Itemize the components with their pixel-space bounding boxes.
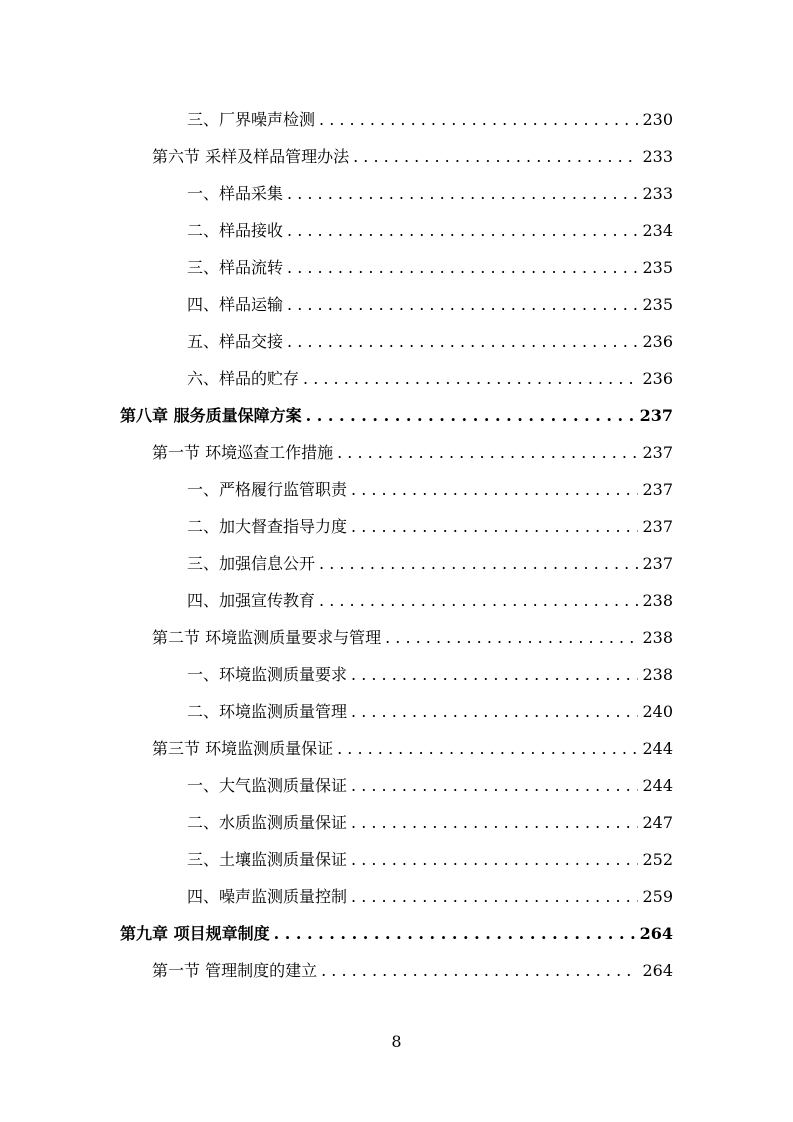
toc-entry-page: 240 bbox=[642, 701, 673, 721]
toc-entry-page: 259 bbox=[642, 886, 673, 906]
toc-entry[interactable] bbox=[152, 138, 673, 175]
toc-leader-dots bbox=[287, 332, 638, 352]
toc-leader-dots bbox=[287, 184, 638, 204]
toc-entry-label: 一、严格履行监管职责 bbox=[187, 479, 348, 499]
toc-entry-page: 264 bbox=[642, 960, 673, 980]
toc-entry-label: 四、噪声监测质量控制 bbox=[187, 886, 348, 906]
toc-entry[interactable] bbox=[187, 656, 673, 693]
toc-leader-dots bbox=[287, 295, 638, 315]
toc-entry-label: 二、样品接收 bbox=[187, 220, 284, 240]
toc-entry-label: 五、样品交接 bbox=[187, 331, 284, 351]
toc-leader-dots bbox=[321, 961, 638, 981]
toc-entry-label: 第一节 环境巡查工作措施 bbox=[152, 442, 334, 462]
toc-entry-page: 230 bbox=[642, 109, 673, 129]
toc-entry-label: 第九章 项目规章制度 bbox=[120, 923, 270, 943]
toc-entry-label: 第六节 采样及样品管理办法 bbox=[152, 146, 350, 166]
toc-entry-page: 238 bbox=[642, 590, 673, 610]
toc-leader-dots bbox=[319, 591, 638, 611]
toc-entry[interactable] bbox=[187, 767, 673, 804]
toc-entry[interactable] bbox=[152, 730, 673, 767]
toc-entry-label: 六、样品的贮存 bbox=[187, 368, 300, 388]
toc-entry-label: 四、加强宣传教育 bbox=[187, 590, 316, 610]
toc-entry[interactable] bbox=[187, 101, 673, 138]
toc-entry[interactable] bbox=[152, 434, 673, 471]
toc-entry[interactable] bbox=[187, 508, 673, 545]
toc-leader-dots bbox=[351, 517, 638, 537]
toc-entry[interactable] bbox=[187, 471, 673, 508]
toc-entry-page: 264 bbox=[639, 923, 673, 943]
toc-leader-dots bbox=[274, 924, 636, 944]
toc-leader-dots bbox=[319, 554, 638, 574]
toc-entry-label: 三、样品流转 bbox=[187, 257, 284, 277]
toc-entry-page: 244 bbox=[642, 738, 673, 758]
toc-entry-label: 一、大气监测质量保证 bbox=[187, 775, 348, 795]
toc-entry[interactable] bbox=[187, 545, 673, 582]
toc-entry-page: 235 bbox=[642, 257, 673, 277]
toc-leader-dots bbox=[385, 628, 638, 648]
toc-leader-dots bbox=[351, 776, 638, 796]
toc-entry-label: 一、环境监测质量要求 bbox=[187, 664, 348, 684]
toc-entry-page: 233 bbox=[642, 183, 673, 203]
toc-entry-page: 237 bbox=[639, 405, 673, 425]
toc-entry-label: 三、加强信息公开 bbox=[187, 553, 316, 573]
toc-leader-dots bbox=[337, 739, 638, 759]
toc-leader-dots bbox=[337, 443, 638, 463]
toc-leader-dots bbox=[303, 369, 638, 389]
toc-entry-label: 第八章 服务质量保障方案 bbox=[120, 405, 302, 425]
toc-entry[interactable] bbox=[152, 619, 673, 656]
toc-leader-dots bbox=[351, 813, 638, 833]
page-number: 8 bbox=[391, 1032, 402, 1051]
toc-entry-page: 237 bbox=[642, 479, 673, 499]
toc-leader-dots bbox=[351, 702, 638, 722]
toc-entry[interactable] bbox=[187, 249, 673, 286]
toc-entry-page: 234 bbox=[642, 220, 673, 240]
toc-entry[interactable] bbox=[187, 693, 673, 730]
toc-leader-dots bbox=[353, 147, 638, 167]
toc-entry[interactable] bbox=[152, 952, 673, 989]
toc-leader-dots bbox=[351, 887, 638, 907]
toc-entry-page: 252 bbox=[642, 849, 673, 869]
toc-entry-label: 四、样品运输 bbox=[187, 294, 284, 314]
toc-leader-dots bbox=[287, 258, 638, 278]
toc-entry-label: 三、土壤监测质量保证 bbox=[187, 849, 348, 869]
toc-entry[interactable] bbox=[187, 582, 673, 619]
toc-entry-page: 244 bbox=[642, 775, 673, 795]
toc-entry[interactable] bbox=[187, 878, 673, 915]
toc-entry[interactable] bbox=[187, 212, 673, 249]
toc-entry[interactable] bbox=[187, 323, 673, 360]
toc-entry-page: 247 bbox=[642, 812, 673, 832]
toc-entry[interactable] bbox=[187, 804, 673, 841]
toc-leader-dots bbox=[351, 850, 638, 870]
toc-entry-page: 233 bbox=[642, 146, 673, 166]
toc-entry-label: 三、厂界噪声检测 bbox=[187, 109, 316, 129]
toc-entry-label: 第三节 环境监测质量保证 bbox=[152, 738, 334, 758]
toc-chapter-entry[interactable] bbox=[120, 397, 673, 434]
toc-entry-page: 236 bbox=[642, 331, 673, 351]
toc-entry-label: 第二节 环境监测质量要求与管理 bbox=[152, 627, 382, 647]
toc-entry[interactable] bbox=[187, 175, 673, 212]
toc-entry-page: 235 bbox=[642, 294, 673, 314]
toc-entry-page: 237 bbox=[642, 553, 673, 573]
toc-entry[interactable] bbox=[187, 286, 673, 323]
toc-entry-page: 238 bbox=[642, 664, 673, 684]
toc-leader-dots bbox=[351, 480, 638, 500]
toc-entry-page: 237 bbox=[642, 442, 673, 462]
toc-entry-label: 一、样品采集 bbox=[187, 183, 284, 203]
toc-entry[interactable] bbox=[187, 841, 673, 878]
toc-entry-page: 238 bbox=[642, 627, 673, 647]
toc-leader-dots bbox=[306, 406, 636, 426]
toc-entry-label: 第一节 管理制度的建立 bbox=[152, 960, 318, 980]
toc-entry-label: 二、水质监测质量保证 bbox=[187, 812, 348, 832]
toc-leader-dots bbox=[287, 221, 638, 241]
toc-leader-dots bbox=[319, 110, 638, 130]
toc-leader-dots bbox=[351, 665, 638, 685]
toc-entry-page: 237 bbox=[642, 516, 673, 536]
toc-entry-label: 二、环境监测质量管理 bbox=[187, 701, 348, 721]
toc-entry[interactable] bbox=[187, 360, 673, 397]
toc-chapter-entry[interactable] bbox=[120, 915, 673, 952]
toc-entry-label: 二、加大督查指导力度 bbox=[187, 516, 348, 536]
toc-entry-page: 236 bbox=[642, 368, 673, 388]
